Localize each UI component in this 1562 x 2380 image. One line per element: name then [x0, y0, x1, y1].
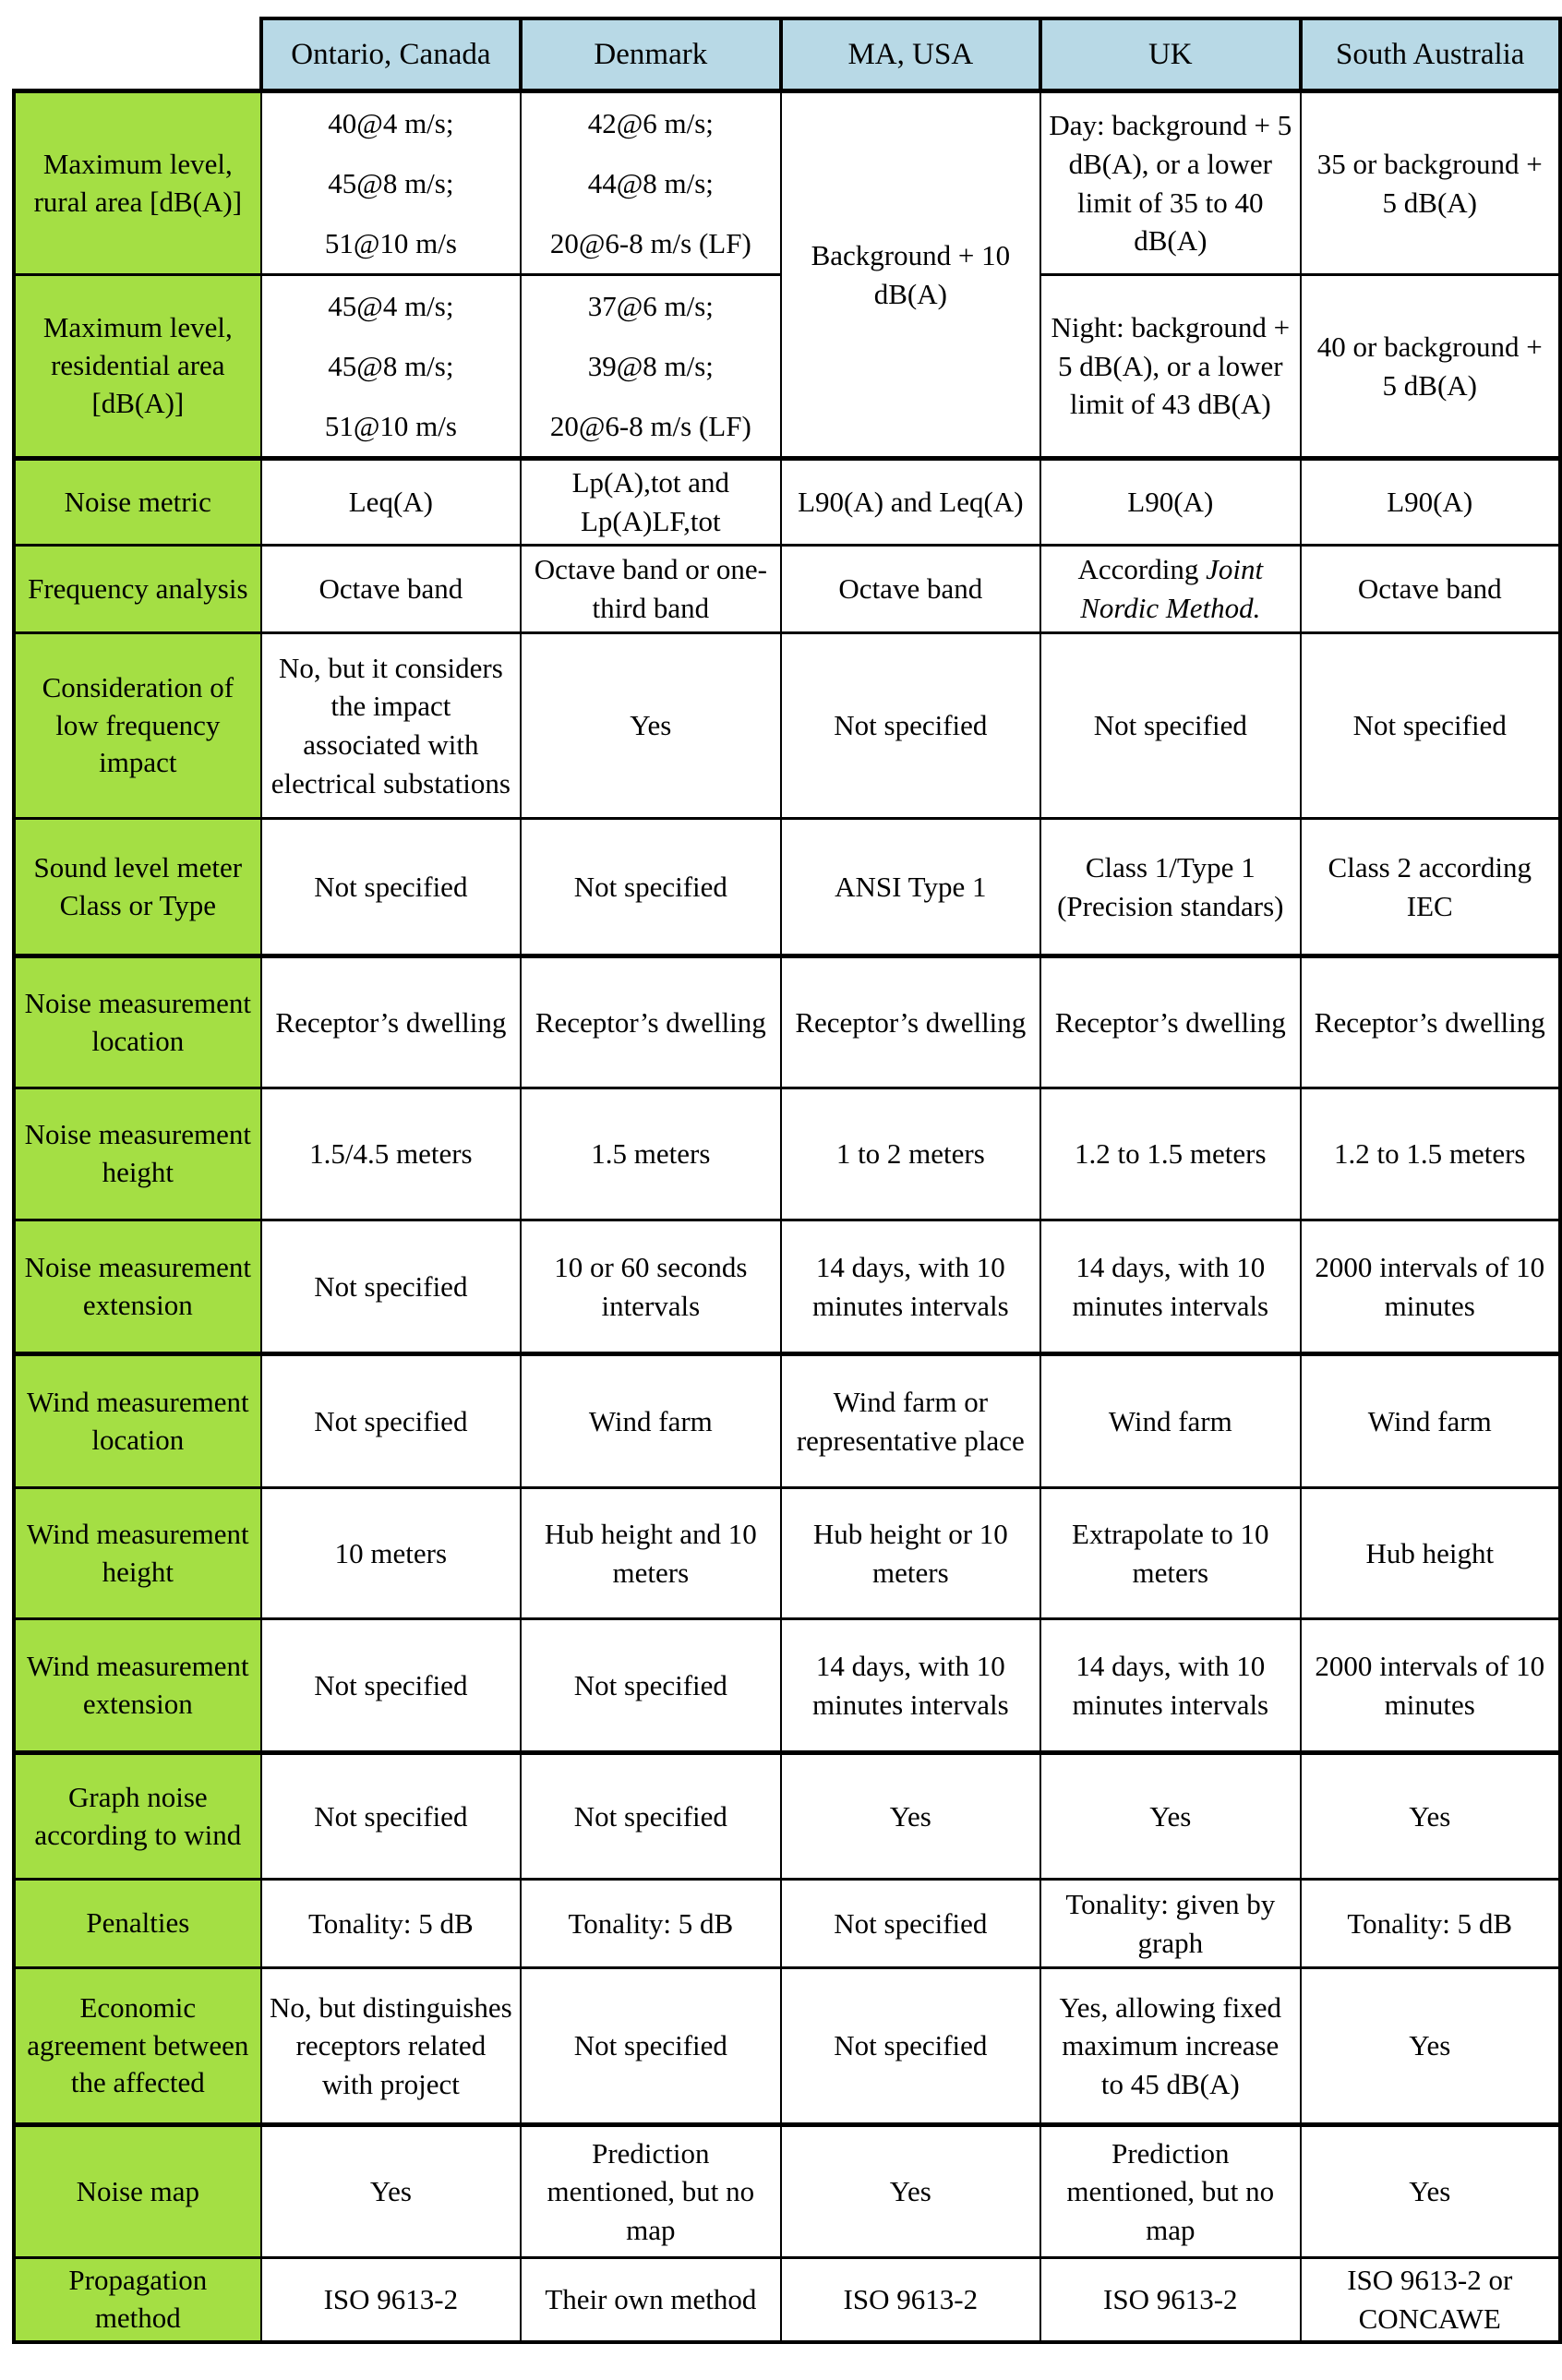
table-cell: Not specified	[1040, 633, 1300, 819]
table-cell: Hub height	[1301, 1488, 1561, 1619]
table-cell: Octave band	[781, 546, 1041, 633]
column-header: Denmark	[521, 18, 780, 91]
table-row	[14, 2125, 1560, 2258]
table-cell: No, but distinguishes receptors related with project	[261, 1968, 521, 2125]
table-row	[14, 1880, 1560, 1968]
table-cell: Tonality: 5 dB	[521, 1880, 780, 1968]
table-cell: Not specified	[1301, 633, 1561, 819]
table-body	[14, 91, 1560, 2342]
table-cell: Yes	[781, 1753, 1041, 1880]
row-label: Economic agreement between the affected	[14, 1968, 261, 2125]
table-row	[14, 2258, 1560, 2342]
table-cell: Yes	[1301, 1753, 1561, 1880]
table-cell: Yes	[521, 633, 780, 819]
cell-line: 45@8 m/s;	[328, 350, 454, 382]
table-cell: 1.2 to 1.5 meters	[1301, 1088, 1561, 1220]
table-cell: Tonality: 5 dB	[1301, 1880, 1561, 1968]
table-cell: Day: background + 5 dB(A), or a lower limit of 35 to 40 dB(A)	[1040, 91, 1300, 275]
table-cell: Not specified	[781, 1968, 1041, 2125]
row-label: Noise map	[14, 2125, 261, 2258]
table-row	[14, 1753, 1560, 1880]
table-cell: Lp(A),tot and Lp(A)LF,tot	[521, 459, 780, 546]
table-cell: Wind farm	[1040, 1354, 1300, 1488]
table-row	[14, 633, 1560, 819]
row-label: Maximum level, residential area [dB(A)]	[14, 275, 261, 459]
column-header: Ontario, Canada	[261, 18, 521, 91]
table-cell	[521, 275, 780, 459]
table-cell: Not specified	[261, 1220, 521, 1354]
table-cell: Yes	[781, 2125, 1041, 2258]
table-cell: ISO 9613-2 or CONCAWE	[1301, 2258, 1561, 2342]
table-cell: Receptor’s dwelling	[1040, 956, 1300, 1088]
cell-line: 20@6-8 m/s (LF)	[549, 227, 751, 259]
row-label: Maximum level, rural area [dB(A)]	[14, 91, 261, 275]
table-cell: Leq(A)	[261, 459, 521, 546]
table-cell: Receptor’s dwelling	[1301, 956, 1561, 1088]
cell-text: According	[1077, 553, 1207, 586]
table-cell: Tonality: 5 dB	[261, 1880, 521, 1968]
table-row	[14, 546, 1560, 633]
table-cell: Receptor’s dwelling	[781, 956, 1041, 1088]
table-cell: 10 meters	[261, 1488, 521, 1619]
table-cell: 14 days, with 10 minutes intervals	[1040, 1619, 1300, 1753]
table-cell: 14 days, with 10 minutes intervals	[781, 1220, 1041, 1354]
row-label: Wind measurement location	[14, 1354, 261, 1488]
table-cell: ISO 9613-2	[261, 2258, 521, 2342]
row-label: Penalties	[14, 1880, 261, 1968]
table-cell: 14 days, with 10 minutes intervals	[781, 1619, 1041, 1753]
table-cell: Night: background + 5 dB(A), or a lower limit of 43 dB(A)	[1040, 275, 1300, 459]
table-cell: Class 2 according IEC	[1301, 819, 1561, 956]
column-header: MA, USA	[781, 18, 1041, 91]
table-row	[14, 1619, 1560, 1753]
table-cell: 2000 intervals of 10 minutes	[1301, 1619, 1561, 1753]
table-cell: No, but it considers the impact associated with electrical substations	[261, 633, 521, 819]
table-cell: Not specified	[261, 819, 521, 956]
cell-line: 45@8 m/s;	[328, 167, 454, 199]
table-cell: L90(A) and Leq(A)	[781, 459, 1041, 546]
header-row	[14, 18, 1560, 91]
cell-line: 51@10 m/s	[324, 227, 457, 259]
cell-line: 45@4 m/s;	[328, 290, 454, 322]
table-cell	[1040, 546, 1300, 633]
cell-text-italic: Joint Nordic Method.	[1080, 553, 1264, 624]
row-label: Graph noise according to wind	[14, 1753, 261, 1880]
table-row	[14, 1968, 1560, 2125]
table-cell: L90(A)	[1301, 459, 1561, 546]
table-cell	[261, 275, 521, 459]
table-cell: Yes	[1301, 1968, 1561, 2125]
table-cell: Not specified	[261, 1619, 521, 1753]
table-row	[14, 91, 1560, 275]
table-row	[14, 1488, 1560, 1619]
column-header: UK	[1040, 18, 1300, 91]
table-cell: Not specified	[521, 819, 780, 956]
table-cell: Yes	[1301, 2125, 1561, 2258]
table-cell: Octave band	[1301, 546, 1561, 633]
cell-line: 37@6 m/s;	[587, 290, 714, 322]
table-cell: 1 to 2 meters	[781, 1088, 1041, 1220]
table-cell: Not specified	[261, 1753, 521, 1880]
table-cell: Tonality: given by graph	[1040, 1880, 1300, 1968]
table-cell: Extrapolate to 10 meters	[1040, 1488, 1300, 1619]
row-label: Noise metric	[14, 459, 261, 546]
table-cell: Not specified	[521, 1753, 780, 1880]
cell-line: 20@6-8 m/s (LF)	[549, 410, 751, 442]
row-label: Sound level meter Class or Type	[14, 819, 261, 956]
table-cell: ISO 9613-2	[781, 2258, 1041, 2342]
column-header: South Australia	[1301, 18, 1561, 91]
table-cell: Prediction mentioned, but no map	[1040, 2125, 1300, 2258]
table-cell: 2000 intervals of 10 minutes	[1301, 1220, 1561, 1354]
row-label: Noise measurement extension	[14, 1220, 261, 1354]
table-cell: L90(A)	[1040, 459, 1300, 546]
table-cell: Hub height and 10 meters	[521, 1488, 780, 1619]
table-cell: Yes	[261, 2125, 521, 2258]
cell-line: 42@6 m/s;	[587, 107, 714, 139]
table-cell: Wind farm or representative place	[781, 1354, 1041, 1488]
row-label: Wind measurement extension	[14, 1619, 261, 1753]
table-cell: Not specified	[521, 1968, 780, 2125]
table-cell: ISO 9613-2	[1040, 2258, 1300, 2342]
cell-line: 44@8 m/s;	[587, 167, 714, 199]
row-label: Consideration of low frequency impact	[14, 633, 261, 819]
table-row	[14, 1220, 1560, 1354]
table-cell: Octave band	[261, 546, 521, 633]
table-cell: Receptor’s dwelling	[261, 956, 521, 1088]
table-row	[14, 459, 1560, 546]
table-cell: Their own method	[521, 2258, 780, 2342]
table-cell	[261, 91, 521, 275]
table-cell: 14 days, with 10 minutes intervals	[1040, 1220, 1300, 1354]
table-cell: 10 or 60 seconds intervals	[521, 1220, 780, 1354]
table-row	[14, 819, 1560, 956]
table-cell: 35 or background + 5 dB(A)	[1301, 91, 1561, 275]
table-cell: Wind farm	[1301, 1354, 1561, 1488]
table-row	[14, 1354, 1560, 1488]
table-cell: Octave band or one-third band	[521, 546, 780, 633]
table-cell: Wind farm	[521, 1354, 780, 1488]
table-cell: Receptor’s dwelling	[521, 956, 780, 1088]
table-cell: 1.5/4.5 meters	[261, 1088, 521, 1220]
table-cell: Not specified	[261, 1354, 521, 1488]
table-row	[14, 956, 1560, 1088]
table-cell: 1.5 meters	[521, 1088, 780, 1220]
table-row	[14, 1088, 1560, 1220]
row-label: Propagation method	[14, 2258, 261, 2342]
table-cell: Not specified	[781, 633, 1041, 819]
table-cell	[521, 91, 780, 275]
cell-line: 40@4 m/s;	[328, 107, 454, 139]
row-label: Wind measurement height	[14, 1488, 261, 1619]
cell-line: 51@10 m/s	[324, 410, 457, 442]
row-label: Frequency analysis	[14, 546, 261, 633]
table-cell: ANSI Type 1	[781, 819, 1041, 956]
row-label: Noise measurement height	[14, 1088, 261, 1220]
table-cell: Yes, allowing fixed maximum increase to 45 dB(A)	[1040, 1968, 1300, 2125]
corner-cell	[14, 18, 261, 91]
table-cell: 1.2 to 1.5 meters	[1040, 1088, 1300, 1220]
row-label: Noise measurement location	[14, 956, 261, 1088]
table-cell: Yes	[1040, 1753, 1300, 1880]
table-cell: 40 or background + 5 dB(A)	[1301, 275, 1561, 459]
table-cell: Hub height or 10 meters	[781, 1488, 1041, 1619]
table-cell: Class 1/Type 1 (Precision standars)	[1040, 819, 1300, 956]
table-cell: Prediction mentioned, but no map	[521, 2125, 780, 2258]
table-cell: Background + 10 dB(A)	[781, 91, 1041, 459]
table-cell: Not specified	[781, 1880, 1041, 1968]
cell-line: 39@8 m/s;	[587, 350, 714, 382]
noise-regulation-comparison-table	[12, 17, 1562, 2344]
table-cell: Not specified	[521, 1619, 780, 1753]
